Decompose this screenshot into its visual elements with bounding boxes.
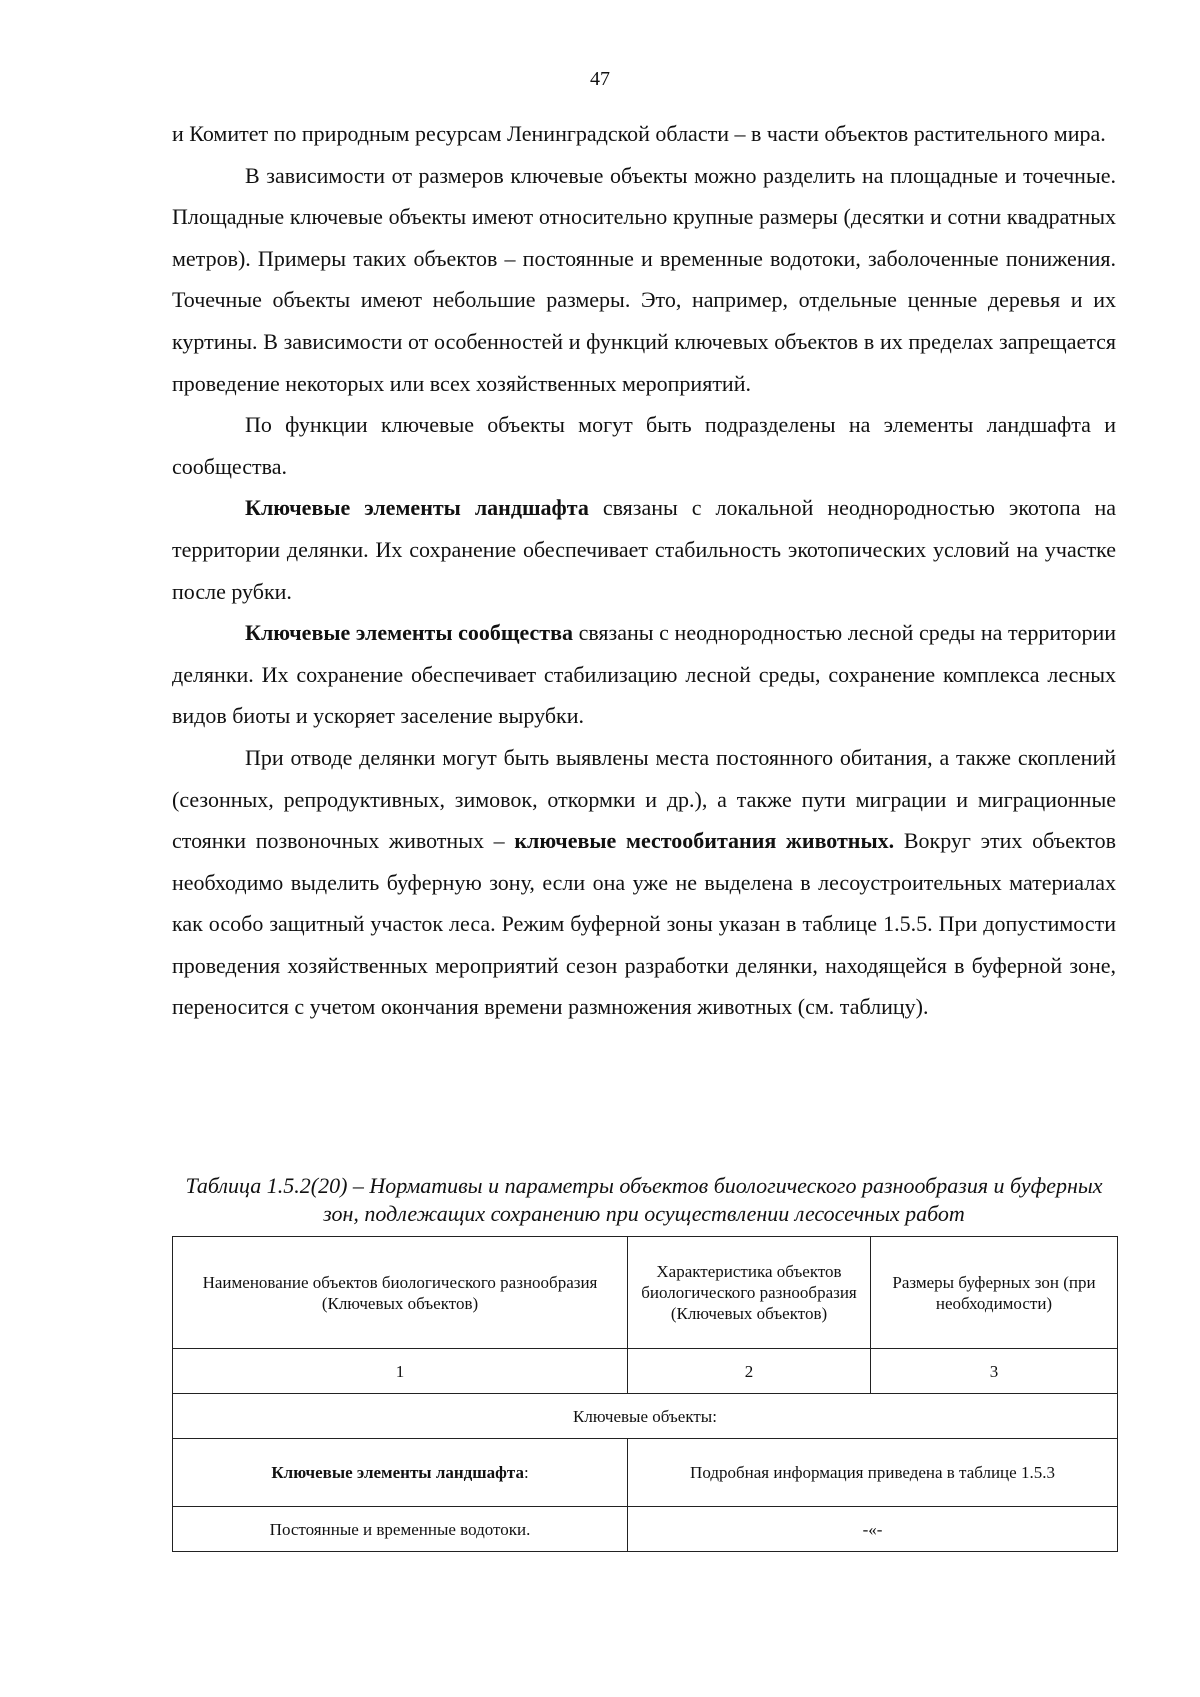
table-row [173, 1439, 1118, 1507]
column-number-1: 1 [173, 1349, 628, 1394]
paragraph [172, 737, 1116, 1028]
paragraph [172, 404, 1116, 487]
landscape-elements-label: Ключевые элементы ландшафта [271, 1463, 524, 1482]
paragraph-text: При отводе делянки могут быть выявлены места постоянного обитания, а также скоплений (сезонных, репродуктивных, зимовок, откормки и др.), а также пути миграции и миграционные стоянки позвоночных животных – [172, 744, 1116, 854]
page-number: 47 [590, 68, 610, 90]
paragraph [172, 487, 1116, 612]
column-number-2: 2 [628, 1349, 871, 1394]
paragraph [172, 612, 1116, 737]
header-object-name: Наименование объектов биологического разнообразия (Ключевых объектов) [173, 1237, 628, 1349]
header-object-characteristics: Характеристика объектов биологического разнообразия (Ключевых объектов) [628, 1237, 871, 1349]
table-header-row [173, 1237, 1118, 1349]
paragraph-text: связаны с локальной неоднородностью экотопа на территории делянки. Их сохранение обеспечивает стабильность экотопических условий на участке после рубки. [172, 495, 1116, 604]
paragraph-text: По функции ключевые объекты могут быть подразделены на элементы ландшафта и сообщества. [172, 412, 1116, 479]
section-title: Ключевые объекты: [173, 1394, 1118, 1439]
landscape-elements-info: Подробная информация приведена в таблице 1.5.3 [628, 1439, 1118, 1507]
bold-term: ключевые местообитания животных. [514, 828, 895, 854]
streams-label: Постоянные и временные водотоки. [173, 1507, 628, 1552]
paragraph [172, 113, 1116, 155]
column-number-3: 3 [871, 1349, 1118, 1394]
biodiversity-table [172, 1236, 1118, 1552]
header-buffer-zone-size: Размеры буферных зон (при необходимости) [871, 1237, 1118, 1349]
streams-value: -«- [628, 1507, 1118, 1552]
table-column-numbers-row [173, 1349, 1118, 1394]
table-section-row [173, 1394, 1118, 1439]
paragraph-text: и Комитет по природным ресурсам Ленинградской области – в части объектов растительного мира. [172, 121, 1106, 146]
paragraph-text: связаны с неоднородностью лесной среды на территории делянки. Их сохранение обеспечивает стабилизацию лесной среды, сохранение комплекса лесных видов биоты и ускоряет заселение вырубки. [172, 620, 1117, 729]
paragraph [172, 155, 1116, 405]
bold-term: Ключевые элементы сообщества [245, 620, 573, 646]
landscape-elements-suffix: : [523, 1463, 529, 1482]
bold-term: Ключевые элементы ландшафта [245, 495, 589, 521]
landscape-elements-cell [173, 1439, 628, 1507]
table-caption: Таблица 1.5.2(20) – Нормативы и параметры объектов биологического разнообразия и буферных зон, подлежащих сохранению при осуществлении лесосечных работ [185, 1173, 1103, 1226]
paragraph-text: Вокруг этих объектов необходимо выделить буферную зону, если она уже не выделена в лесоустроительных материалах как особо защитный участок леса. Режим буферной зоны указан в таблице 1.5.5. При допустимости проведения хозяйственных мероприятий сезон разработки делянки, находящейся в буферной зоне, переносится с учетом окончания времени размножения животных (см. таблицу). [172, 828, 1116, 1020]
paragraph-text: В зависимости от размеров ключевые объекты можно разделить на площадные и точечные. Площадные ключевые объекты имеют относительно крупные размеры (десятки и сотни квадратных метров). Примеры таких объектов – постоянные и временные водотоки, заболоченные понижения. Точечные объекты имеют небольшие размеры. Это, например, отдельные ценные деревья и их куртины. В зависимости от особенностей и функций ключевых объектов в их пределах запрещается проведение некоторых или всех хозяйственных мероприятий. [172, 162, 1116, 396]
body-text [172, 113, 1116, 1028]
table-row [173, 1507, 1118, 1552]
